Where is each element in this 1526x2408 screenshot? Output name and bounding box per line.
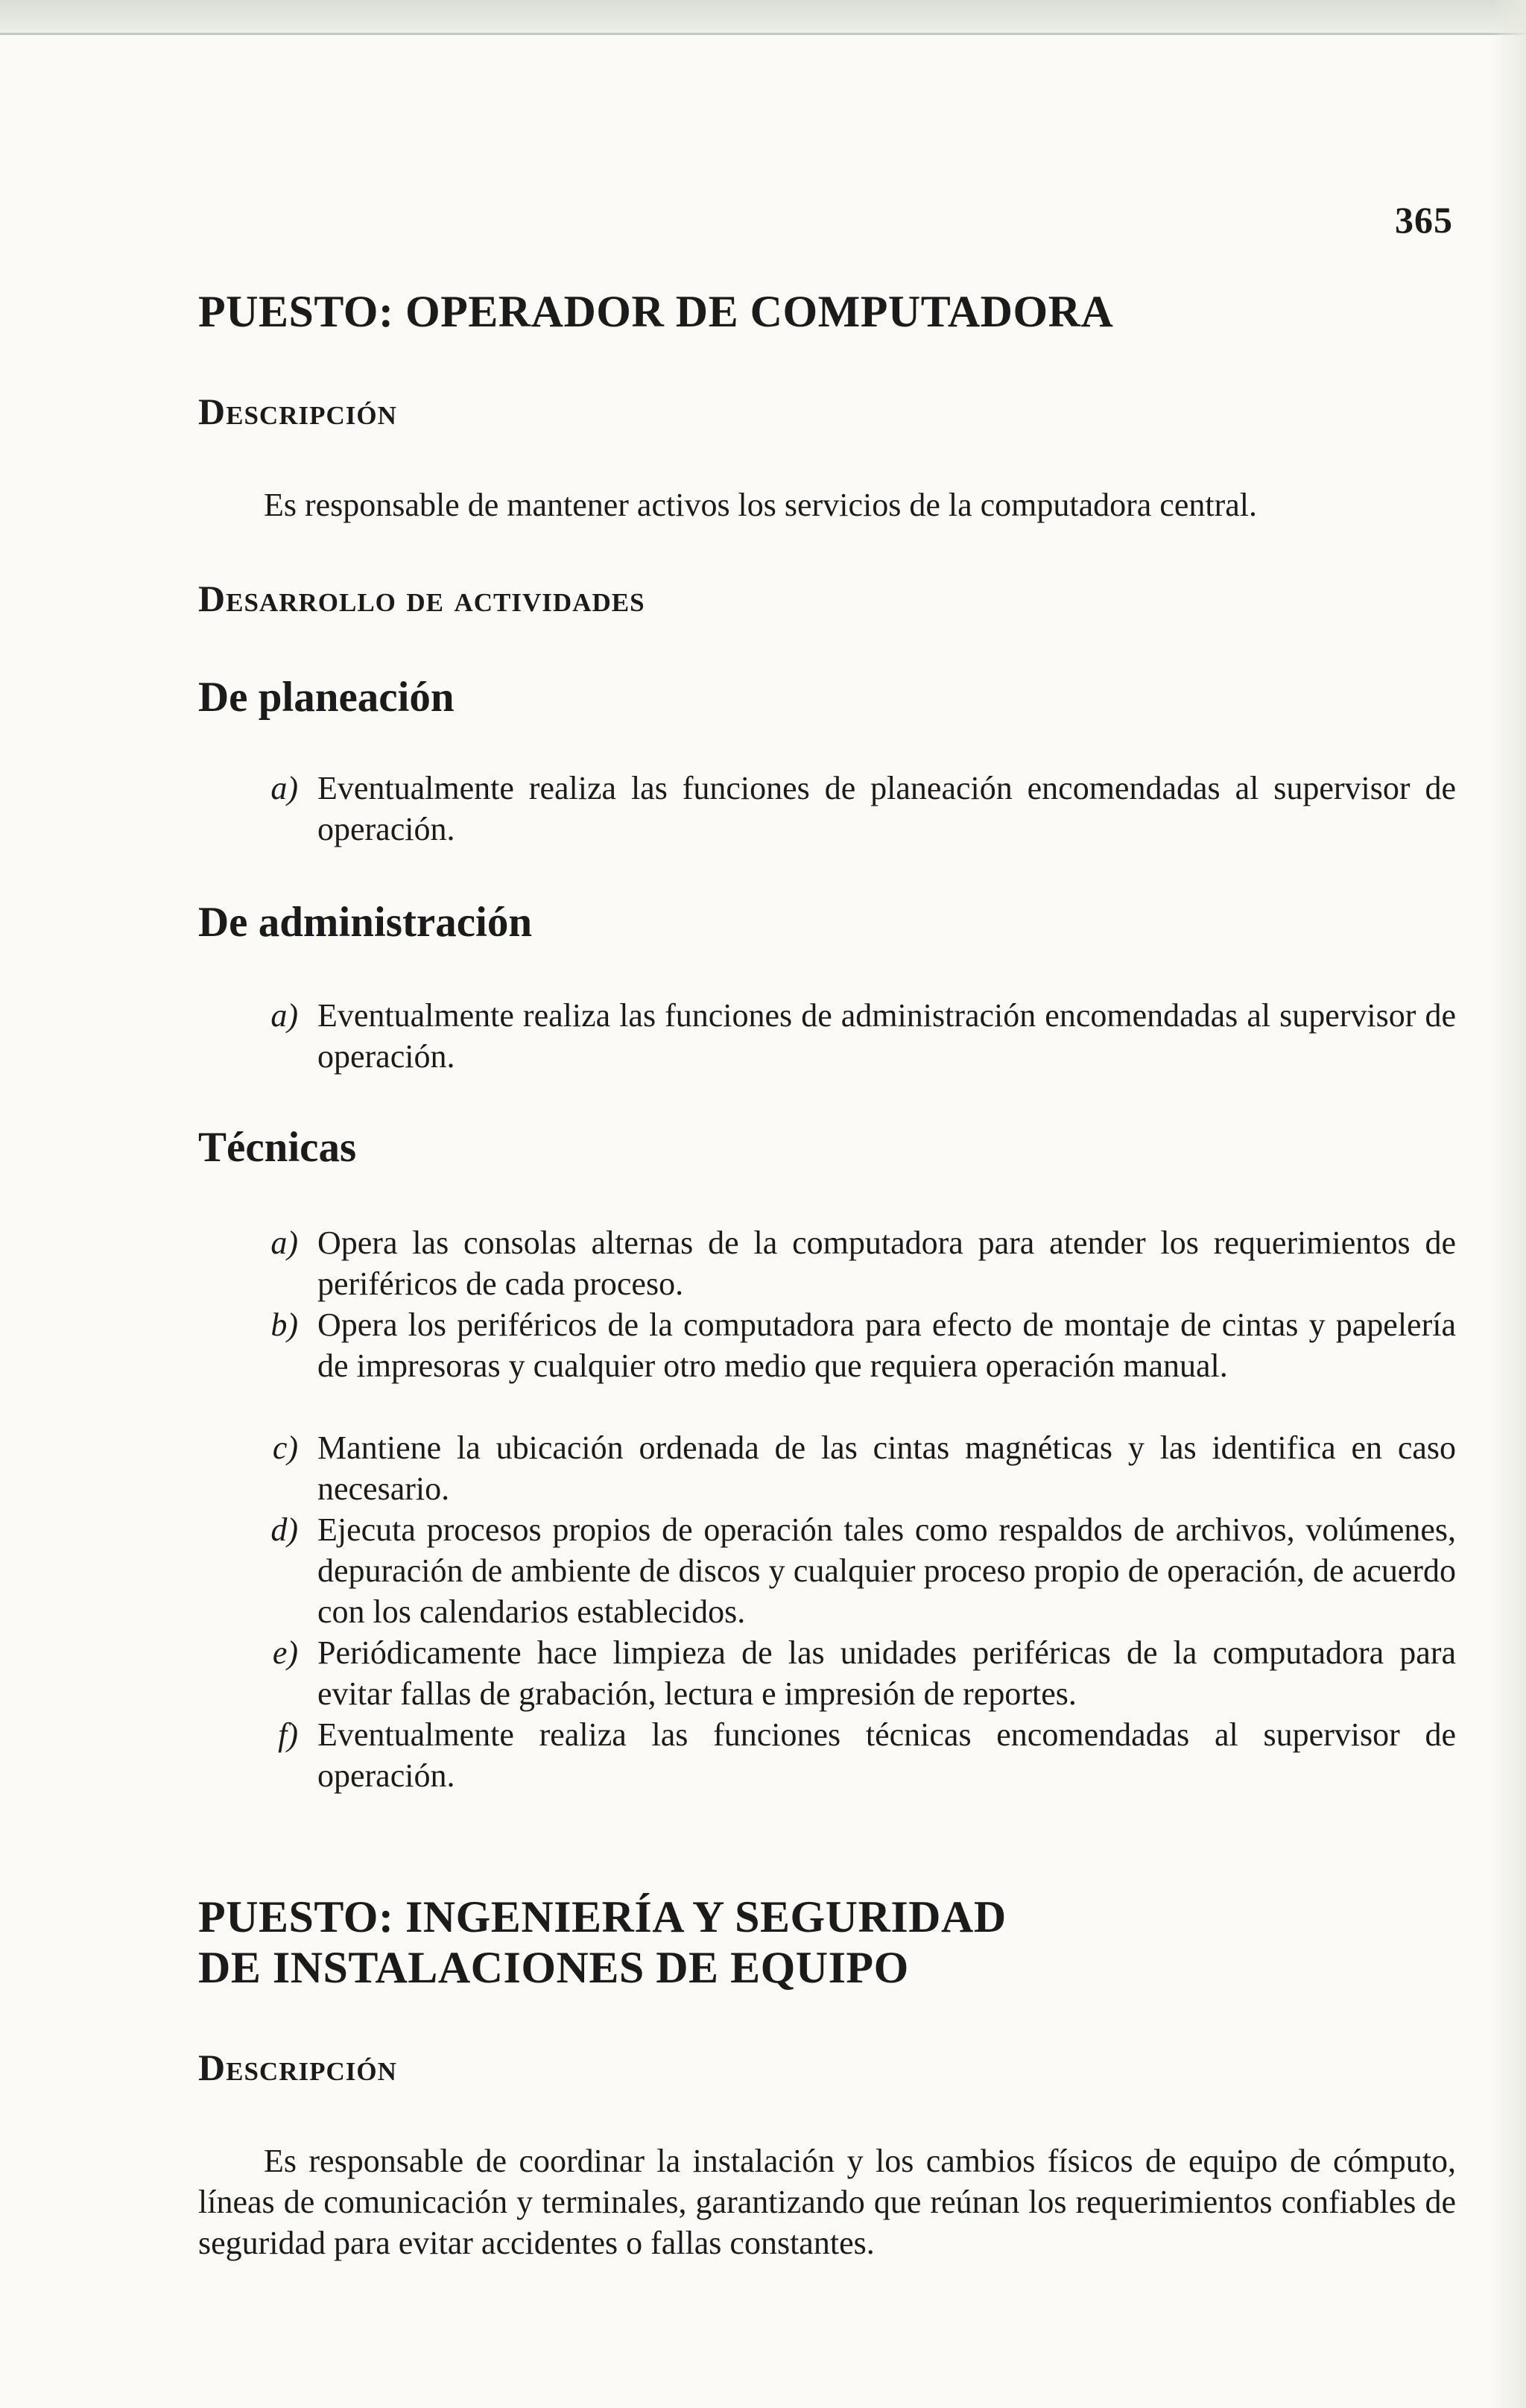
list-item: [252, 1509, 1456, 1632]
descripcion-text-2: Es responsable de coordinar la instalación y los cambios físicos de equipo de cómputo, líneas de comunicación y terminales, garantizando que reúnan los requerimientos confiables de seguridad para evitar accidentes o fallas constantes.: [198, 2143, 1456, 2261]
item-text: Mantiene la ubicación ordenada de las cintas magnéticas y las identifica en caso necesario.: [317, 1429, 1456, 1507]
descripcion-text: Es responsable de mantener activos los servicios de la computadora central.: [264, 487, 1257, 523]
item-label: b): [270, 1306, 298, 1343]
section-title-ingenieria-line2: DE INSTALACIONES DE EQUIPO: [198, 1943, 909, 1992]
section-title-ingenieria-line1: PUESTO: INGENIERÍA Y SEGURIDAD: [198, 1892, 1007, 1941]
item-label: a): [270, 770, 298, 806]
list-item: [252, 1427, 1456, 1509]
item-text: Ejecuta procesos propios de operación tales como respaldos de archivos, volúmenes, depuración de ambiente de discos y cualquier proceso propio de operación, de acuerdo con los calendarios establecidos.: [317, 1511, 1456, 1630]
list-item: [252, 995, 1456, 1077]
item-label: d): [270, 1511, 298, 1548]
tecnicas-heading: Técnicas: [198, 1124, 357, 1171]
item-text: Eventualmente realiza las funciones técnicas encomendadas al supervisor de operación.: [317, 1716, 1456, 1794]
item-text: Periódicamente hace limpieza de las unidades periféricas de la computadora para evitar fallas de grabación, lectura e impresión de reportes.: [317, 1634, 1456, 1712]
item-label: f): [278, 1716, 298, 1753]
item-text: Opera los periféricos de la computadora para efecto de montaje de cintas y papelería de impresoras y cualquier otro medio que requiera operación manual.: [317, 1306, 1456, 1384]
desarrollo-heading: Desarrollo de actividades: [198, 578, 645, 619]
scan-top-band: [0, 0, 1526, 34]
item-label: a): [270, 1224, 298, 1261]
item-text: Eventualmente realiza las funciones de planeación encomendadas al supervisor de operación.: [317, 770, 1456, 847]
item-text: Eventualmente realiza las funciones de administración encomendadas al supervisor de operación.: [317, 997, 1456, 1075]
item-text: Opera las consolas alternas de la computadora para atender los requerimientos de periféricos de cada proceso.: [317, 1224, 1456, 1302]
list-item: [252, 1632, 1456, 1714]
page-number: 365: [1395, 199, 1453, 241]
list-item: [252, 1304, 1456, 1386]
list-item: [252, 1222, 1456, 1304]
list-item: [252, 1714, 1456, 1796]
planeacion-heading: De planeación: [198, 674, 455, 721]
section-title-operador: PUESTO: OPERADOR DE COMPUTADORA: [198, 287, 1114, 336]
item-label: a): [270, 997, 298, 1034]
descripcion-heading-2: Descripción: [198, 2047, 397, 2088]
descripcion-heading: Descripción: [198, 391, 397, 432]
list-item: [252, 768, 1456, 850]
scan-right-edge-shadow: [1492, 0, 1526, 2408]
item-label: c): [272, 1429, 298, 1466]
administracion-heading: De administración: [198, 899, 533, 946]
item-label: e): [272, 1634, 298, 1671]
scan-top-line: [0, 33, 1526, 35]
